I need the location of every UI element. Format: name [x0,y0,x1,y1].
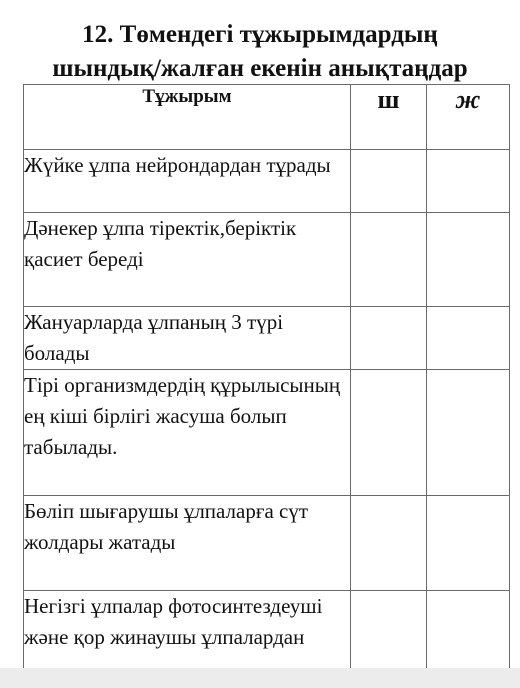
true-answer-cell[interactable] [351,307,427,370]
statement-text: Жануарларда ұлпаның 3 түрі болады [24,307,351,370]
false-answer-cell[interactable] [427,150,510,213]
statement-text: Жүйке ұлпа нейрондардан тұрады [24,150,351,213]
table-row [24,150,510,213]
false-answer-cell[interactable] [427,496,510,591]
page-bottom-edge [0,668,520,688]
true-answer-cell[interactable] [351,496,427,591]
false-answer-cell[interactable] [427,213,510,307]
table-row [24,307,510,370]
statement-column-header: Тұжырым [24,85,351,150]
false-answer-cell[interactable] [427,307,510,370]
table-row [24,496,510,591]
true-false-table [23,84,510,685]
statement-text: Дәнекер ұлпа тіректік,беріктік қасиет береді [24,213,351,307]
table-row [24,213,510,307]
table-row [24,370,510,496]
true-column-header: ш [351,85,427,150]
true-answer-cell[interactable] [351,370,427,496]
false-column-header: ж [427,85,510,150]
statement-text: Бөліп шығарушы ұлпаларға сүт жолдары жатады [24,496,351,591]
statement-text: Негізгі ұлпалар фотосинтездеуші және қор жинаушы ұлпалардан [24,591,351,685]
table-header-row [24,85,510,150]
true-answer-cell[interactable] [351,150,427,213]
exercise-title-line-1: 12. Төмендегі тұжырымдардың [82,21,438,48]
true-answer-cell[interactable] [351,213,427,307]
false-answer-cell[interactable] [427,370,510,496]
exercise-title-line-2: шындық/жалған екенін анықтаңдар [52,55,468,82]
statement-text: Тірі организмдердің құрылысының ең кіші бірлігі жасуша болып табылады. [24,370,351,496]
